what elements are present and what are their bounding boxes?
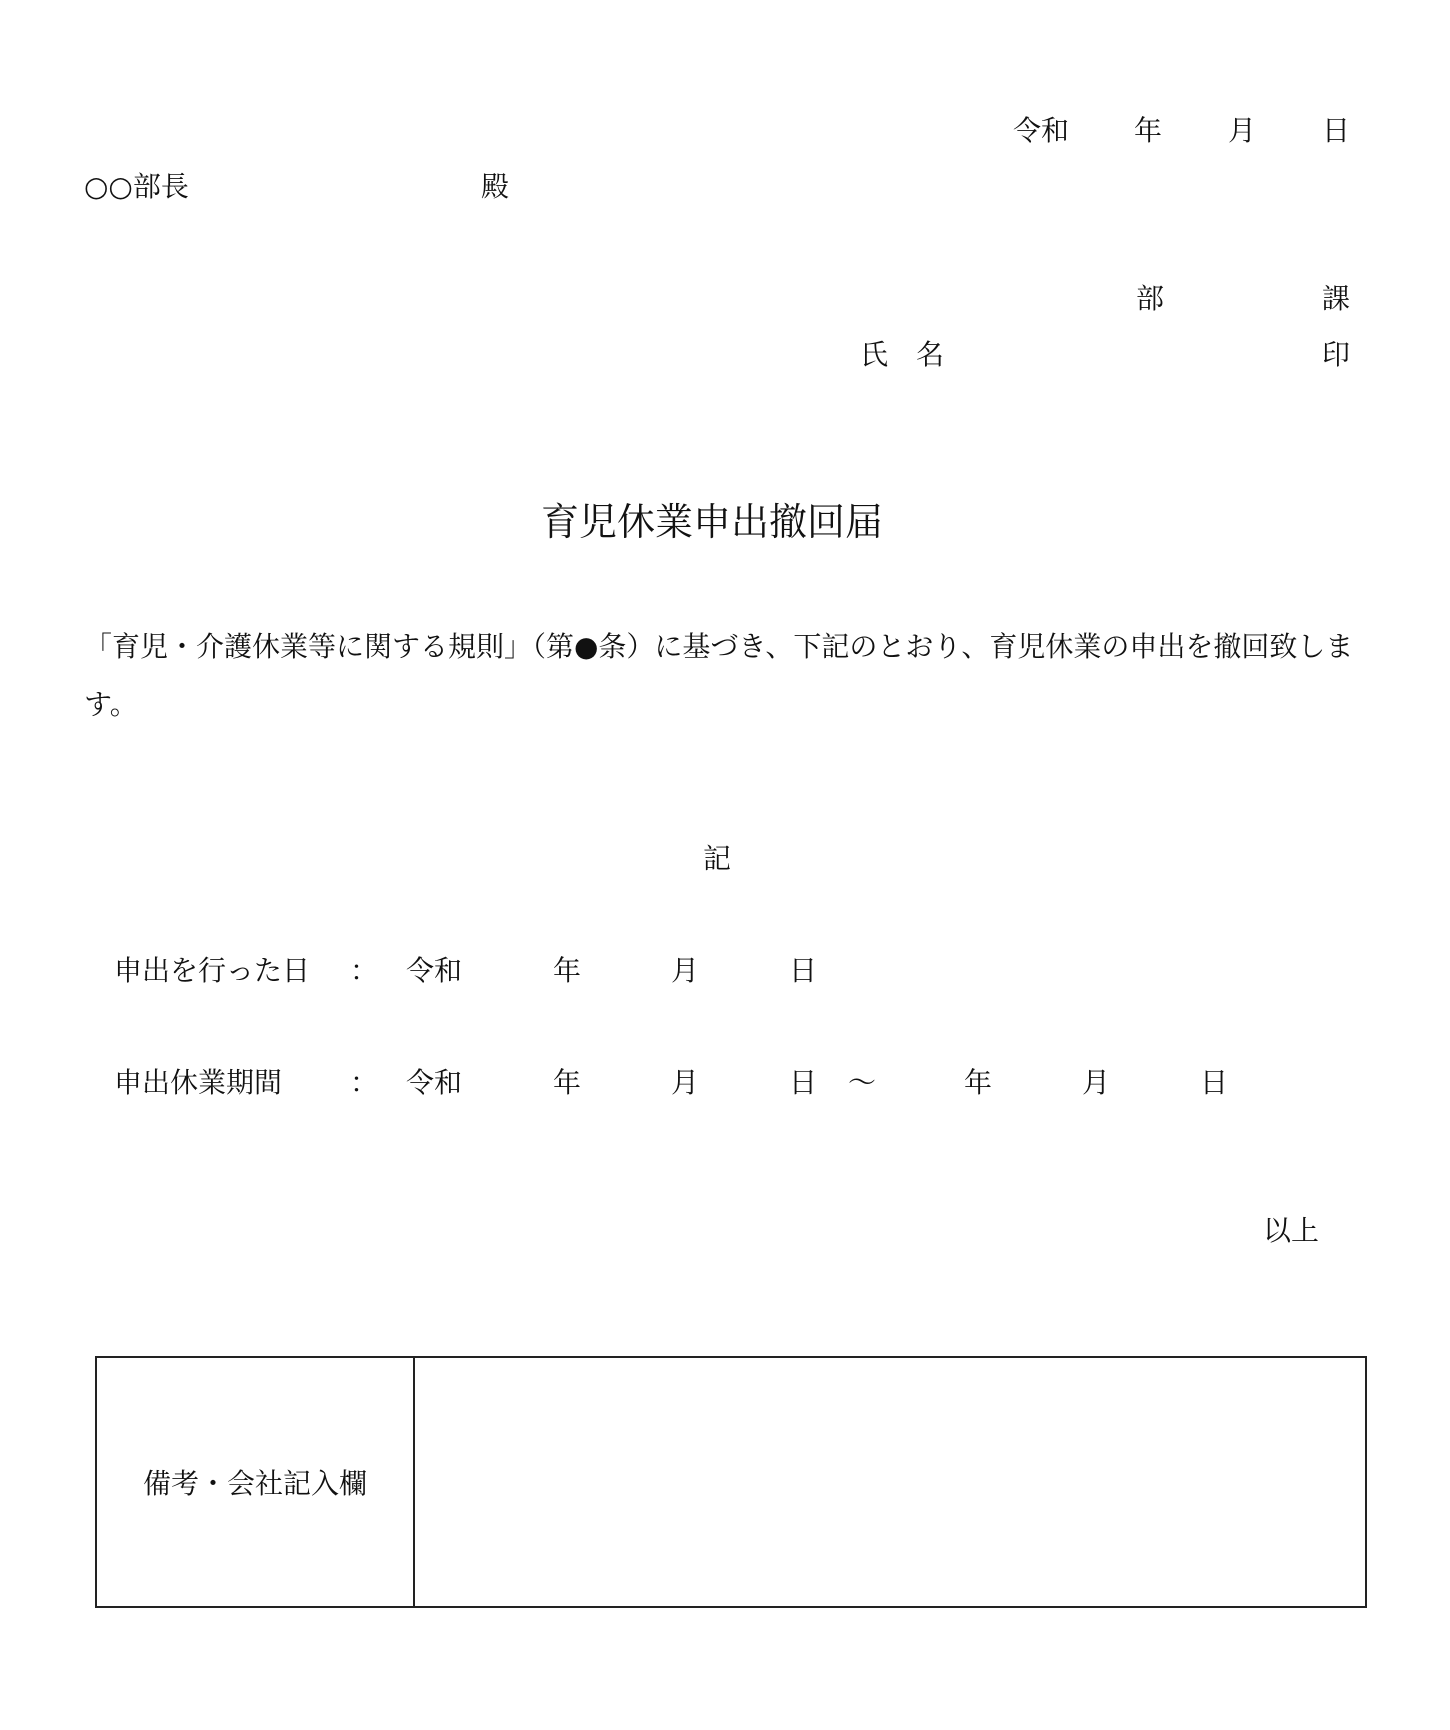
leave-period-colon: ： [350,1066,379,1099]
addressee-honorific: 殿 [481,170,510,203]
request-date-colon: ： [350,954,379,987]
remarks-input-area[interactable] [415,1358,1365,1606]
closing-text: 以上 [1263,1214,1320,1247]
addressee-title: ○○部長 [84,170,189,203]
remarks-label-cell [97,1358,415,1606]
applicant-section: 課 [1322,282,1351,315]
leave-period-end-day: 日 [1200,1066,1229,1099]
leave-period-end-month: 月 [1082,1066,1111,1099]
remarks-label: 備考・会社記入欄 [142,1467,367,1500]
notes-heading: 記 [703,842,732,875]
leave-period-end-year: 年 [964,1066,993,1099]
date-month: 月 [1228,114,1257,147]
request-date-day: 日 [789,954,818,987]
leave-period-tilde: ～ [848,1066,877,1099]
leave-period-era: 令和 [406,1066,463,1099]
request-date-label: 申出を行った日 [114,954,311,987]
applicant-seal: 印 [1322,338,1351,371]
body-paragraph: 「育児・介護休業等に関する規則」（第●条）に基づき、下記のとおり、育児休業の申出を撤回致します。 [84,630,1354,721]
date-year: 年 [1134,114,1163,147]
request-date-year: 年 [553,954,582,987]
date-day: 日 [1322,114,1351,147]
leave-period-start-year: 年 [553,1066,582,1099]
request-date-era: 令和 [406,954,463,987]
request-date-month: 月 [671,954,700,987]
date-era: 令和 [1013,114,1070,147]
document-title: 育児休業申出撤回届 [541,500,884,544]
applicant-name-label: 氏 名 [860,338,945,371]
leave-period-start-day: 日 [789,1066,818,1099]
applicant-department: 部 [1136,282,1165,315]
leave-period-label: 申出休業期間 [114,1066,283,1099]
leave-period-start-month: 月 [671,1066,700,1099]
remarks-table [95,1356,1367,1608]
